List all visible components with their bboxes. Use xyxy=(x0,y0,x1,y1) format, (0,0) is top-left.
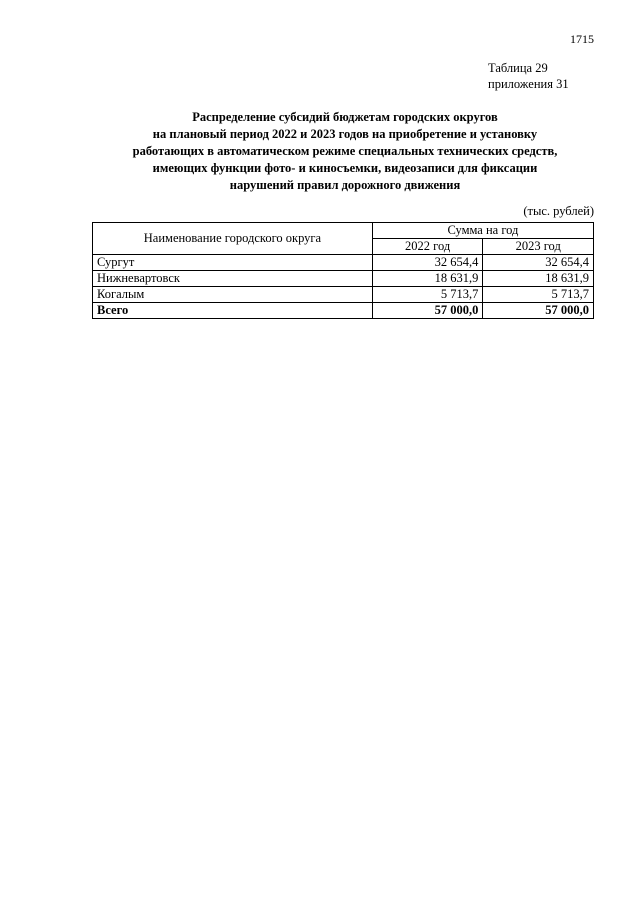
page-number: 1715 xyxy=(570,32,594,46)
title-line: имеющих функции фото- и киносъемки, видеозаписи для фиксации xyxy=(152,161,538,175)
amount-2023: 5 713,7 xyxy=(483,287,594,303)
total-label: Всего xyxy=(93,303,373,319)
table-caption xyxy=(488,60,569,92)
header-year-2023: 2023 год xyxy=(483,239,594,255)
title-line: на плановый период 2022 и 2023 годов на приобретение и установку xyxy=(152,127,538,141)
table-row xyxy=(93,255,594,271)
table-header-row xyxy=(93,223,594,239)
district-name: Нижневартовск xyxy=(93,271,373,287)
title-line: нарушений правил дорожного движения xyxy=(229,178,461,192)
subsidy-table xyxy=(92,222,594,319)
amount-2023: 32 654,4 xyxy=(483,255,594,271)
amount-2023: 18 631,9 xyxy=(483,271,594,287)
header-year-2022: 2022 год xyxy=(372,239,483,255)
total-2022: 57 000,0 xyxy=(372,303,483,319)
header-district-name: Наименование городского округа xyxy=(93,223,373,255)
header-annual-sum: Сумма на год xyxy=(372,223,593,239)
title-line: работающих в автоматическом режиме специальных технических средств, xyxy=(132,144,558,158)
amount-2022: 18 631,9 xyxy=(372,271,483,287)
units-note: (тыс. рублей) xyxy=(523,204,594,218)
district-name: Когалым xyxy=(93,287,373,303)
table-total-row xyxy=(93,303,594,319)
table-row xyxy=(93,271,594,287)
amount-2022: 5 713,7 xyxy=(372,287,483,303)
amount-2022: 32 654,4 xyxy=(372,255,483,271)
title-line: Распределение субсидий бюджетам городских округов xyxy=(192,110,498,124)
district-name: Сургут xyxy=(93,255,373,271)
table-row xyxy=(93,287,594,303)
caption-appendix-number: приложения 31 xyxy=(488,77,569,91)
caption-table-number: Таблица 29 xyxy=(488,61,548,75)
document-title xyxy=(70,109,620,194)
total-2023: 57 000,0 xyxy=(483,303,594,319)
